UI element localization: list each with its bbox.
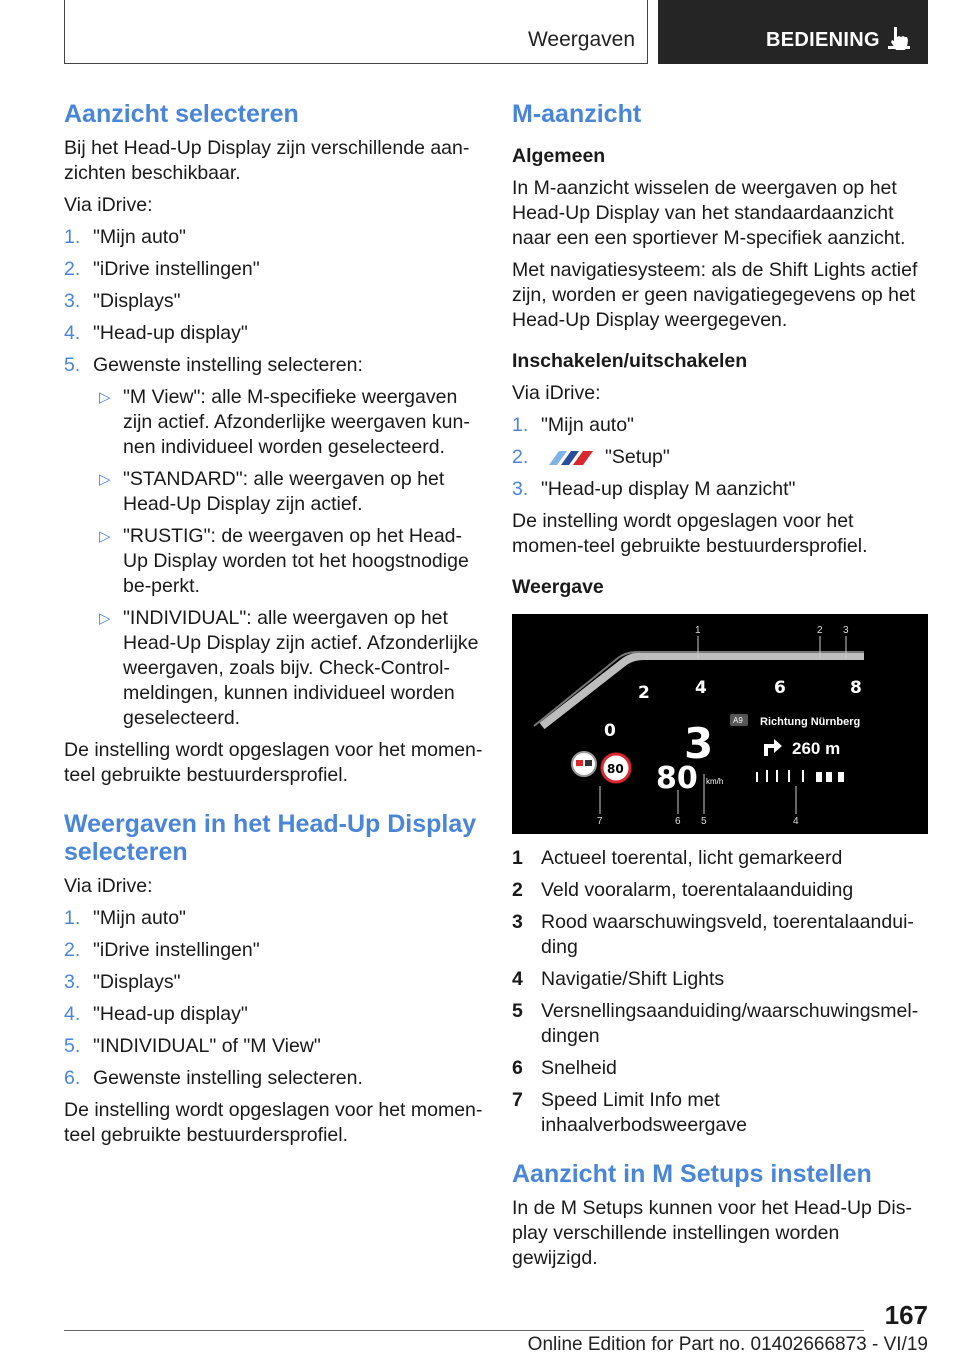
speed-unit: km/h <box>706 777 724 786</box>
left-column <box>64 100 484 1155</box>
speed-value: 80 <box>656 761 698 796</box>
triangle-bullet-icon: ▷ <box>99 528 111 545</box>
paragraph: Via iDrive: <box>512 382 601 404</box>
paragraph: De instelling wordt opgeslagen voor het momen-teel gebruikte bestuurdersprofiel. <box>64 739 483 786</box>
section-heading: M-aanzicht <box>512 100 642 128</box>
paragraph: In M-aanzicht wisselen de weergaven op het Head-Up Display van het standaardaanzicht naar een een sportiever M-specifiek aanzicht. <box>512 177 906 249</box>
chapter-tab <box>658 0 928 64</box>
subheading: Weergave <box>512 576 604 598</box>
step-list <box>64 906 484 1091</box>
list-item: 7 Speed Limit Info met inhaalverbodsweergave <box>512 1089 747 1136</box>
paragraph: Met navigatiesysteem: als de Shift Lights actief zijn, worden er geen navigatiegegevens op het Head-Up Display weergegeven. <box>512 259 918 331</box>
section-heading: Weergaven in het Head-Up Display selecteren <box>64 810 477 866</box>
subheading: Inschakelen/uitschakelen <box>512 350 748 372</box>
paragraph: De instelling wordt opgeslagen voor het momen-teel gebruikte bestuurdersprofiel. <box>512 510 868 557</box>
step-list <box>64 225 484 731</box>
paragraph: In de M Setups kunnen voor het Head-Up Dis-play verschillende instellingen worden gewijzigd. <box>512 1197 912 1269</box>
list-item: ▷ "INDIVIDUAL": alle weergaven op het Head-Up Display zijn actief. Afzonderlijke weergaven, zoals bijv. Check-Control-meldingen, kunnen individueel worden geselecteerd. <box>99 607 479 729</box>
right-column <box>512 100 928 1278</box>
list-item: ▷ "STANDARD": alle weergaven op het Head-Up Display zijn actief. <box>99 468 445 515</box>
nav-direction: Richtung Nürnberg <box>760 716 861 728</box>
section-tab <box>64 0 648 64</box>
list-item: 4 Navigatie/Shift Lights <box>512 968 725 990</box>
edition-note: Online Edition for Part no. 01402666873 - VI/19 <box>527 1334 928 1355</box>
rev-scale-label: 4 <box>695 678 707 698</box>
triangle-bullet-icon: ▷ <box>99 610 111 627</box>
list-item: ▷ "RUSTIG": de weergaven op het Head-Up Display worden tot het hoogstnodige be-perkt. <box>99 525 469 597</box>
list-item: 2. "iDrive instellingen" <box>64 258 260 280</box>
paragraph: Via iDrive: <box>64 875 153 897</box>
section-heading: Aanzicht selecteren <box>64 100 299 128</box>
gear-indicator: 3 <box>684 719 714 768</box>
list-item: 4. "Head-up display" <box>64 322 248 344</box>
callout-label: 2 <box>817 625 823 636</box>
rev-scale-label: 6 <box>774 678 786 698</box>
callout-label: 5 <box>701 816 707 827</box>
list-item: 5. Gewenste instelling selecteren: ▷ "M View": alle M-specifieke weergaven zijn actief. Afzonderlijke weergaven kun-nen individueel worden geselecteerd. ▷ "STANDARD": alle weergaven op het Head-Up Display zijn actief. ▷ "RUSTIG": de weergaven op het Head-Up Display worden tot het hoogstnodige be-perkt. ▷ "INDIVIDUAL": alle weergaven op het Head-Up Display zijn actief. Afzonderlijke weergaven, zoals bijv. Check-Control-meldingen, kunnen individueel worden geselecteerd. <box>64 353 484 731</box>
callout-label: 4 <box>793 816 799 827</box>
list-item: 1. "Mijn auto" <box>64 226 186 248</box>
footer-divider <box>64 1330 864 1331</box>
legend-list <box>512 846 928 1138</box>
paragraph: Via iDrive: <box>64 194 153 216</box>
list-item: 3. "Displays" <box>64 971 181 993</box>
road-number: A9 <box>733 716 743 725</box>
paragraph: Bij het Head-Up Display zijn verschillende aan-zichten beschikbaar. <box>64 137 470 184</box>
list-item: 4. "Head-up display" <box>64 1003 248 1025</box>
callout-label: 3 <box>843 625 849 636</box>
callout-label: 7 <box>597 816 603 827</box>
step-list <box>512 413 928 502</box>
list-item: 3. "Head-up display M aanzicht" <box>512 478 796 500</box>
list-item: 5. "INDIVIDUAL" of "M View" <box>64 1035 321 1057</box>
chapter-title: BEDIENING <box>766 29 880 51</box>
hand-pointer-icon <box>886 24 912 52</box>
list-item: ▷ "M View": alle M-specifieke weergaven zijn actief. Afzonderlijke weergaven kun-nen individueel worden geselecteerd. <box>99 386 470 458</box>
paragraph: De instelling wordt opgeslagen voor het momen-teel gebruikte bestuurdersprofiel. <box>64 1099 483 1146</box>
rev-scale-label: 8 <box>850 678 862 698</box>
nav-distance: 260 m <box>792 739 841 758</box>
list-item: 5 Versnellingsaanduiding/waarschuwingsmel-dingen <box>512 1000 919 1047</box>
callout-label: 6 <box>675 816 681 827</box>
list-item: 2. "Setup" <box>512 446 670 468</box>
list-item: 1. "Mijn auto" <box>512 414 634 436</box>
head-up-display-illustration <box>512 614 928 834</box>
page-header <box>64 0 928 64</box>
list-item: 2 Veld vooralarm, toerentalaanduiding <box>512 879 854 901</box>
speed-limit-sign: 80 <box>607 762 624 776</box>
rev-scale-label: 0 <box>604 721 616 741</box>
subheading: Algemeen <box>512 145 606 167</box>
list-item: 3 Rood waarschuwingsveld, toerentalaandui-ding <box>512 911 914 958</box>
m-logo-icon <box>543 450 597 466</box>
option-list <box>93 385 484 731</box>
callout-label: 1 <box>695 625 701 636</box>
triangle-bullet-icon: ▷ <box>99 471 111 488</box>
list-item: 2. "iDrive instellingen" <box>64 939 260 961</box>
triangle-bullet-icon: ▷ <box>99 389 111 406</box>
rev-scale-label: 2 <box>638 683 650 703</box>
list-item: 6. Gewenste instelling selecteren. <box>64 1067 363 1089</box>
section-heading: Aanzicht in M Setups instellen <box>512 1160 872 1188</box>
list-item: 6 Snelheid <box>512 1057 617 1079</box>
page-number: 167 <box>884 1300 928 1330</box>
section-title: Weergaven <box>527 28 635 51</box>
list-item: 3. "Displays" <box>64 290 181 312</box>
no-overtaking-icon <box>572 752 596 776</box>
list-item: 1. "Mijn auto" <box>64 907 186 929</box>
list-item: 1 Actueel toerental, licht gemarkeerd <box>512 847 843 869</box>
